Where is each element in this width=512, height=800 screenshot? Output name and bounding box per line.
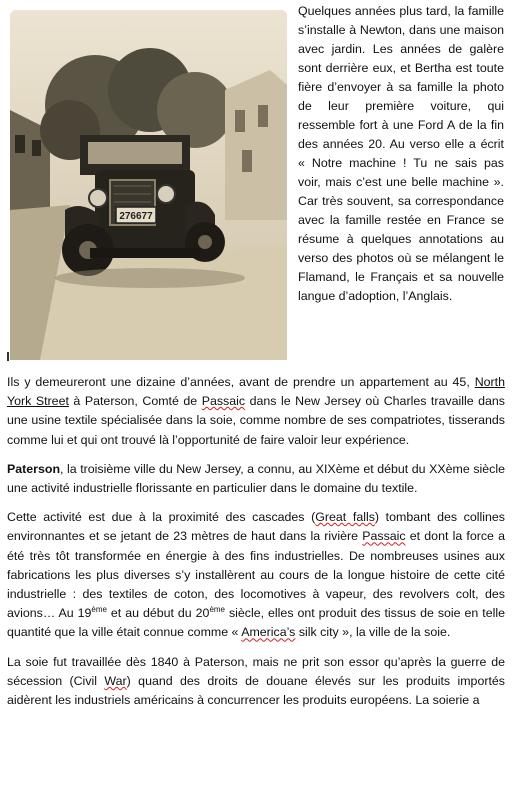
paragraph-industry: Cette activité est due à la proximité des cascades (Great falls) tombant des collines environnantes et se jetant de 23 mètres de haut dans la rivière Passaic et dont la force a été très tôt transformée en énergie à des fins industrielles. De nombreuses usines aux fabrications les plus diverses s’y installèrent au cours de la longue histoire de cette cité industrielle : des textiles de coton, des locomotives à vapeur, des revolvers colt, des avions… Au 19ème et au début du 20ème siècle, elles ont produit des tissus de soie en telle quantité que la ville était connue comme « America’s silk city », la ville de la soie. xyxy=(7,510,505,640)
street-link: North York Street xyxy=(7,375,505,409)
side-paragraph: Quelques années plus tard, la famille s’installe à Newton, dans une maison avec jardin. Les années de galère sont derrière eux, et Bertha est toute fière d’envoyer à sa famille la photo de leur première voiture, qui ressemble fort à une Ford A de la fin des années 20. Au verso elle a écrit « Notre machine ! Tu ne sais pas voir, mais c’est une belle machine ». Car très souvent, sa correspondance avec la famille restée en France se résume à quelques annotations au verso des photos où se mélangent le Flamand, le Français et sa nouvelle langue d’adoption, l’Anglais. xyxy=(298,4,504,303)
document-body xyxy=(7,373,505,720)
text-cursor-mark xyxy=(7,352,9,361)
license-plate: 276677 xyxy=(119,211,153,222)
paragraph-silk: La soie fut travaillée dès 1840 à Paterson, mais ne prit son essor qu’après la guerre de sécession (Civil War) quand des droits de douane élevés sur les produits importés aidèrent les industriels américains à concurrencer les produits européens. La soierie a xyxy=(7,654,505,708)
paragraph-paterson: Paterson, la troisième ville du New Jersey, a connu, au XIXème et début du XXème siècle une activité industrielle florissante en particulier dans le domaine du textile. xyxy=(7,461,505,496)
vintage-car-photo xyxy=(10,10,287,360)
paragraph-residence: Ils y demeureront une dizaine d’années, avant de prendre un appartement au 45, North York Street à Paterson, Comté de Passaic dans le New Jersey où Charles travaille dans une usine textile spécialisée dans la soie, comme nombre de ses compatriotes, tisserands comme lui et qui ont trouvé là l’opportunité de faire valoir leur expérience. xyxy=(7,375,505,447)
